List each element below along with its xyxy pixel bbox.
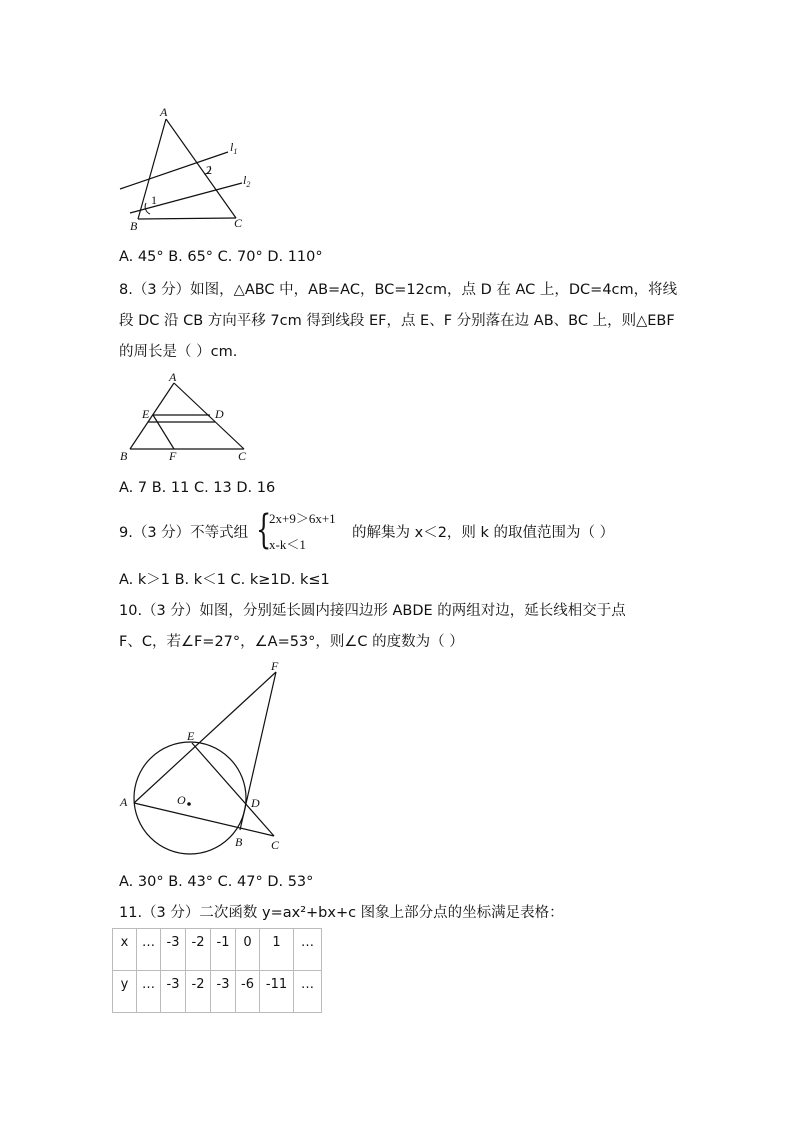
table-cell: 1 — [260, 929, 294, 971]
q10-label-D: D — [251, 796, 260, 810]
q7-label-l1: $l_1$ — [230, 140, 238, 156]
q8-line1: 8.（3 分）如图，△ABC 中，AB=AC，BC=12cm，点 D 在 AC 上，DC=4cm，将线 — [119, 282, 678, 298]
q8-label-D: D — [215, 407, 224, 421]
q9-options: A. k＞1 B. k＜1 C. k≥1D. k≤1 — [119, 572, 330, 588]
q10-label-C: C — [271, 838, 280, 852]
table-cell: -3 — [161, 971, 186, 1013]
q10-label-E: E — [187, 729, 195, 743]
q8-label-E: E — [142, 407, 150, 421]
table-cell: … — [137, 971, 161, 1013]
q11-text: 11.（3 分）二次函数 y=ax²+bx+c 图象上部分点的坐标满足表格： — [119, 905, 564, 921]
q7-label-B: B — [130, 219, 138, 233]
q10-label-A: A — [120, 795, 128, 809]
q7-label-l2: $l_2$ — [243, 173, 251, 189]
q8-line3: 的周长是（ ）cm. — [119, 344, 238, 360]
q10-options: A. 30° B. 43° C. 47° D. 53° — [119, 874, 314, 890]
q7-label-angle1: 1 — [151, 193, 157, 207]
q9-brace: { — [256, 507, 272, 553]
q8-label-B: B — [120, 449, 128, 463]
table-cell: -6 — [236, 971, 260, 1013]
q8-line2: 段 DC 沿 CB 方向平移 7cm 得到线段 EF，点 E、F 分别落在边 AB、BC 上，则△EBF — [119, 313, 675, 329]
q8-label-C: C — [238, 449, 247, 463]
q7-label-angle2: 2 — [206, 163, 212, 177]
q9-inequality-2: x-k＜1 — [269, 537, 306, 552]
table-cell: y — [113, 971, 137, 1013]
table-cell: … — [294, 929, 322, 971]
q10-label-B: B — [235, 835, 243, 849]
table-cell: -11 — [260, 971, 294, 1013]
table-cell: -2 — [186, 929, 211, 971]
q8-label-F: F — [169, 449, 177, 463]
table-cell: -2 — [186, 971, 211, 1013]
table-cell: 0 — [236, 929, 260, 971]
q10-figure — [110, 660, 300, 860]
q7-label-C: C — [234, 216, 243, 230]
q7-figure — [110, 100, 270, 235]
q10-label-F: F — [271, 659, 279, 673]
q8-label-A: A — [169, 370, 177, 384]
q8-options: A. 7 B. 11 C. 13 D. 16 — [119, 480, 276, 496]
q10-line2: F、C，若∠F=27°，∠A=53°，则∠C 的度数为（ ） — [119, 634, 464, 650]
q8-figure — [110, 370, 260, 465]
q10-label-O: O — [177, 793, 186, 807]
q11-table — [112, 928, 322, 1013]
q9-suffix: 的解集为 x＜2，则 k 的取值范围为（ ） — [352, 525, 615, 541]
table-cell: -3 — [161, 929, 186, 971]
q7-options: A. 45° B. 65° C. 70° D. 110° — [119, 249, 323, 265]
table-row — [113, 929, 322, 971]
table-row — [113, 971, 322, 1013]
table-cell: … — [137, 929, 161, 971]
table-cell: -1 — [211, 929, 236, 971]
q9-prefix: 9.（3 分）不等式组 — [119, 525, 249, 541]
q10-line1: 10.（3 分）如图，分别延长圆内接四边形 ABDE 的两组对边，延长线相交于点 — [119, 603, 626, 619]
q7-label-A: A — [160, 105, 168, 119]
table-cell: … — [294, 971, 322, 1013]
table-cell: -3 — [211, 971, 236, 1013]
q9-inequality-1: 2x+9＞6x+1 — [269, 511, 336, 526]
table-cell: x — [113, 929, 137, 971]
